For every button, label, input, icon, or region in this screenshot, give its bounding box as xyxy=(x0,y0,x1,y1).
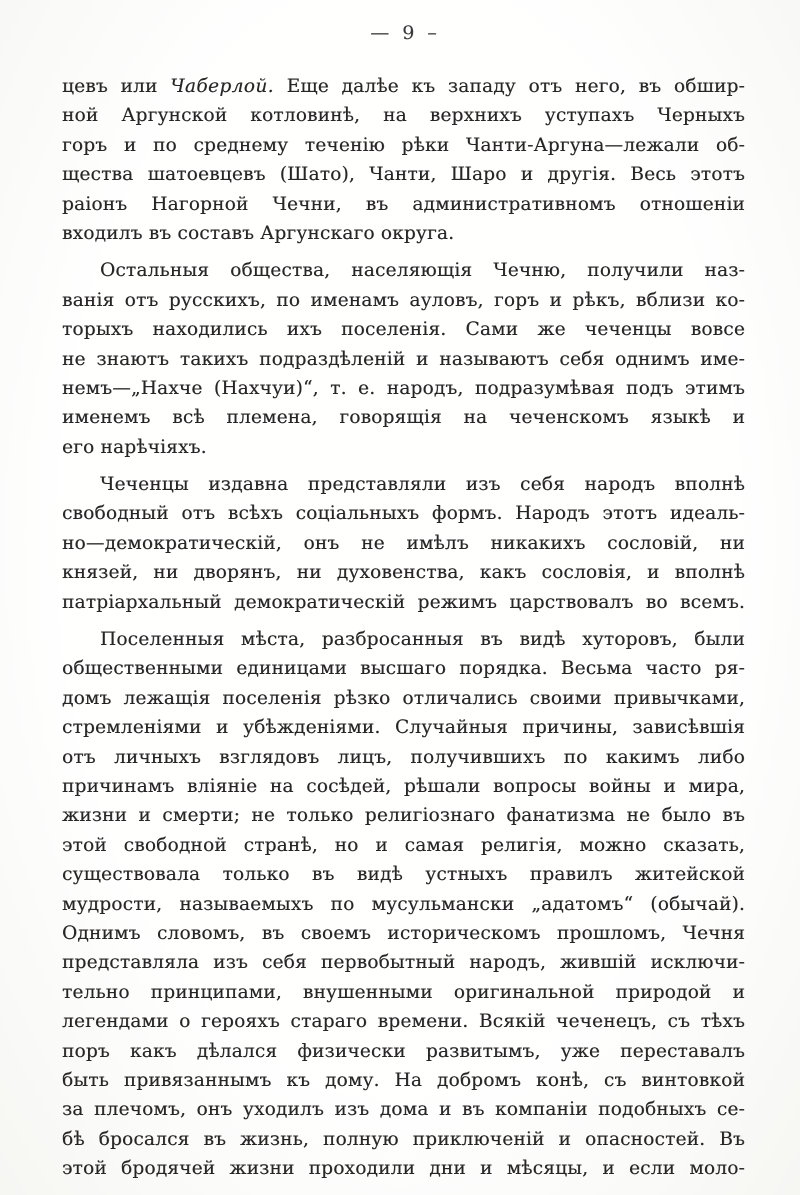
text-line: немъ—„Нахче (Нахчуи)“, т. е. народъ, подразумѣвая подъ этимъ xyxy=(62,377,745,399)
text-line: этой бродячей жизни проходили дни и мѣсяцы, и если моло- xyxy=(62,1158,745,1180)
paragraph xyxy=(62,72,745,248)
text-line: щества шатоевцевъ (Шато), Чанти, Шаро и другія. Весь этотъ xyxy=(62,164,745,186)
text-line: бѣ бросался въ жизнь, полную приключеній и опасностей. Въ xyxy=(62,1128,745,1150)
text-line: Поселенныя мѣста, разбросанныя въ видѣ хуторовъ, были xyxy=(100,629,745,651)
text-line: отъ личныхъ взглядовъ лицъ, получившихъ по какимъ либо xyxy=(62,746,745,768)
text-line: стремленіями и убѣжденіями. Случайныя причины, зависѣвшія xyxy=(62,717,745,739)
text-line: Чеченцы издавна представляли изъ себя народъ вполнѣ xyxy=(100,474,745,496)
text-line: этой свободной странѣ, но и самая религія, можно сказать, xyxy=(62,834,745,856)
text-line: патріархальный демократическій режимъ царствовалъ во всемъ. xyxy=(62,591,745,613)
text-segment: Еще далѣе къ западу отъ него, въ обшир- xyxy=(273,76,745,97)
text-line: за плечомъ, онъ уходилъ изъ дома и въ компаніи подобныхъ се- xyxy=(62,1099,745,1121)
text-line: тельно принципами, внушенными оригинальной природой и xyxy=(62,981,745,1003)
page-text xyxy=(62,72,745,1183)
text-line: мудрости, называемыхъ по мусульмански „адатомъ“ (обычай). xyxy=(62,893,745,915)
text-line: Однимъ словомъ, въ своемъ историческомъ прошломъ, Чечня xyxy=(62,922,745,944)
text-line: входилъ въ составъ Аргунскаго округа. xyxy=(62,222,455,244)
text-line: причинамъ вліяніе на сосѣдей, рѣшали вопросы войны и мира, xyxy=(62,775,745,797)
text-line: его нарѣчіяхъ. xyxy=(62,436,207,458)
text-line: ванія отъ русскихъ, по именамъ ауловъ, горъ и рѣкъ, вблизи ко- xyxy=(62,289,745,311)
text-line: ной Аргунской котловинѣ, на верхнихъ уступахъ Черныхъ xyxy=(62,105,745,127)
page-number-header xyxy=(62,20,745,46)
italic-term: Чаберлой. xyxy=(170,76,274,97)
text-line: именемъ всѣ племена, говорящія на чеченскомъ языкѣ и xyxy=(62,407,745,429)
text-line: но—демократическій, онъ не имѣлъ никакихъ сословій, ни xyxy=(62,532,745,554)
header-dash-left: — xyxy=(370,22,390,44)
page-number: 9 xyxy=(402,22,415,44)
text-line: Остальныя общества, населяющія Чечню, получили наз- xyxy=(100,260,745,282)
paragraph xyxy=(62,256,745,462)
text-line: князей, ни дворянъ, ни духовенства, какъ сословія, и вполнѣ xyxy=(62,562,745,584)
text-line: раіонъ Нагорной Чечни, въ административномъ отношеніи xyxy=(62,193,745,215)
text-line: жизни и смерти; не только религіознаго фанатизма не было въ xyxy=(62,805,745,827)
text-line: не знаютъ такихъ подраздѣленій и называютъ себя однимъ име- xyxy=(62,348,745,370)
text-line: поръ какъ дѣлался физически развитымъ, уже переставалъ xyxy=(62,1040,745,1062)
paragraph xyxy=(62,625,745,1183)
text-line: свободный отъ всѣхъ соціальныхъ формъ. Народъ этотъ идеаль- xyxy=(62,503,745,525)
text-line: торыхъ находились ихъ поселенія. Сами же чеченцы вовсе xyxy=(62,319,745,341)
text-line: домъ лежащія поселенія рѣзко отличались своими привычками, xyxy=(62,687,745,709)
header-dash-right: – xyxy=(427,22,437,44)
text-line: общественными единицами высшаго порядка. Весьма часто ря- xyxy=(62,658,745,680)
text-segment: цевъ или xyxy=(62,76,171,97)
text-line: быть привязаннымъ къ дому. На добромъ конѣ, съ винтовкой xyxy=(62,1069,745,1091)
text-line: представляла изъ себя первобытный народъ, жившій исключи- xyxy=(62,952,745,974)
text-line xyxy=(62,72,745,101)
text-line: легендами о герояхъ стараго времени. Всякій чеченецъ, съ тѣхъ xyxy=(62,1011,745,1033)
paragraph xyxy=(62,470,745,617)
text-line: горъ и по среднему теченію рѣки Чанти-Аргуна—лежали об- xyxy=(62,134,745,156)
text-line: существовала только въ видѣ устныхъ правилъ житейской xyxy=(62,864,745,886)
